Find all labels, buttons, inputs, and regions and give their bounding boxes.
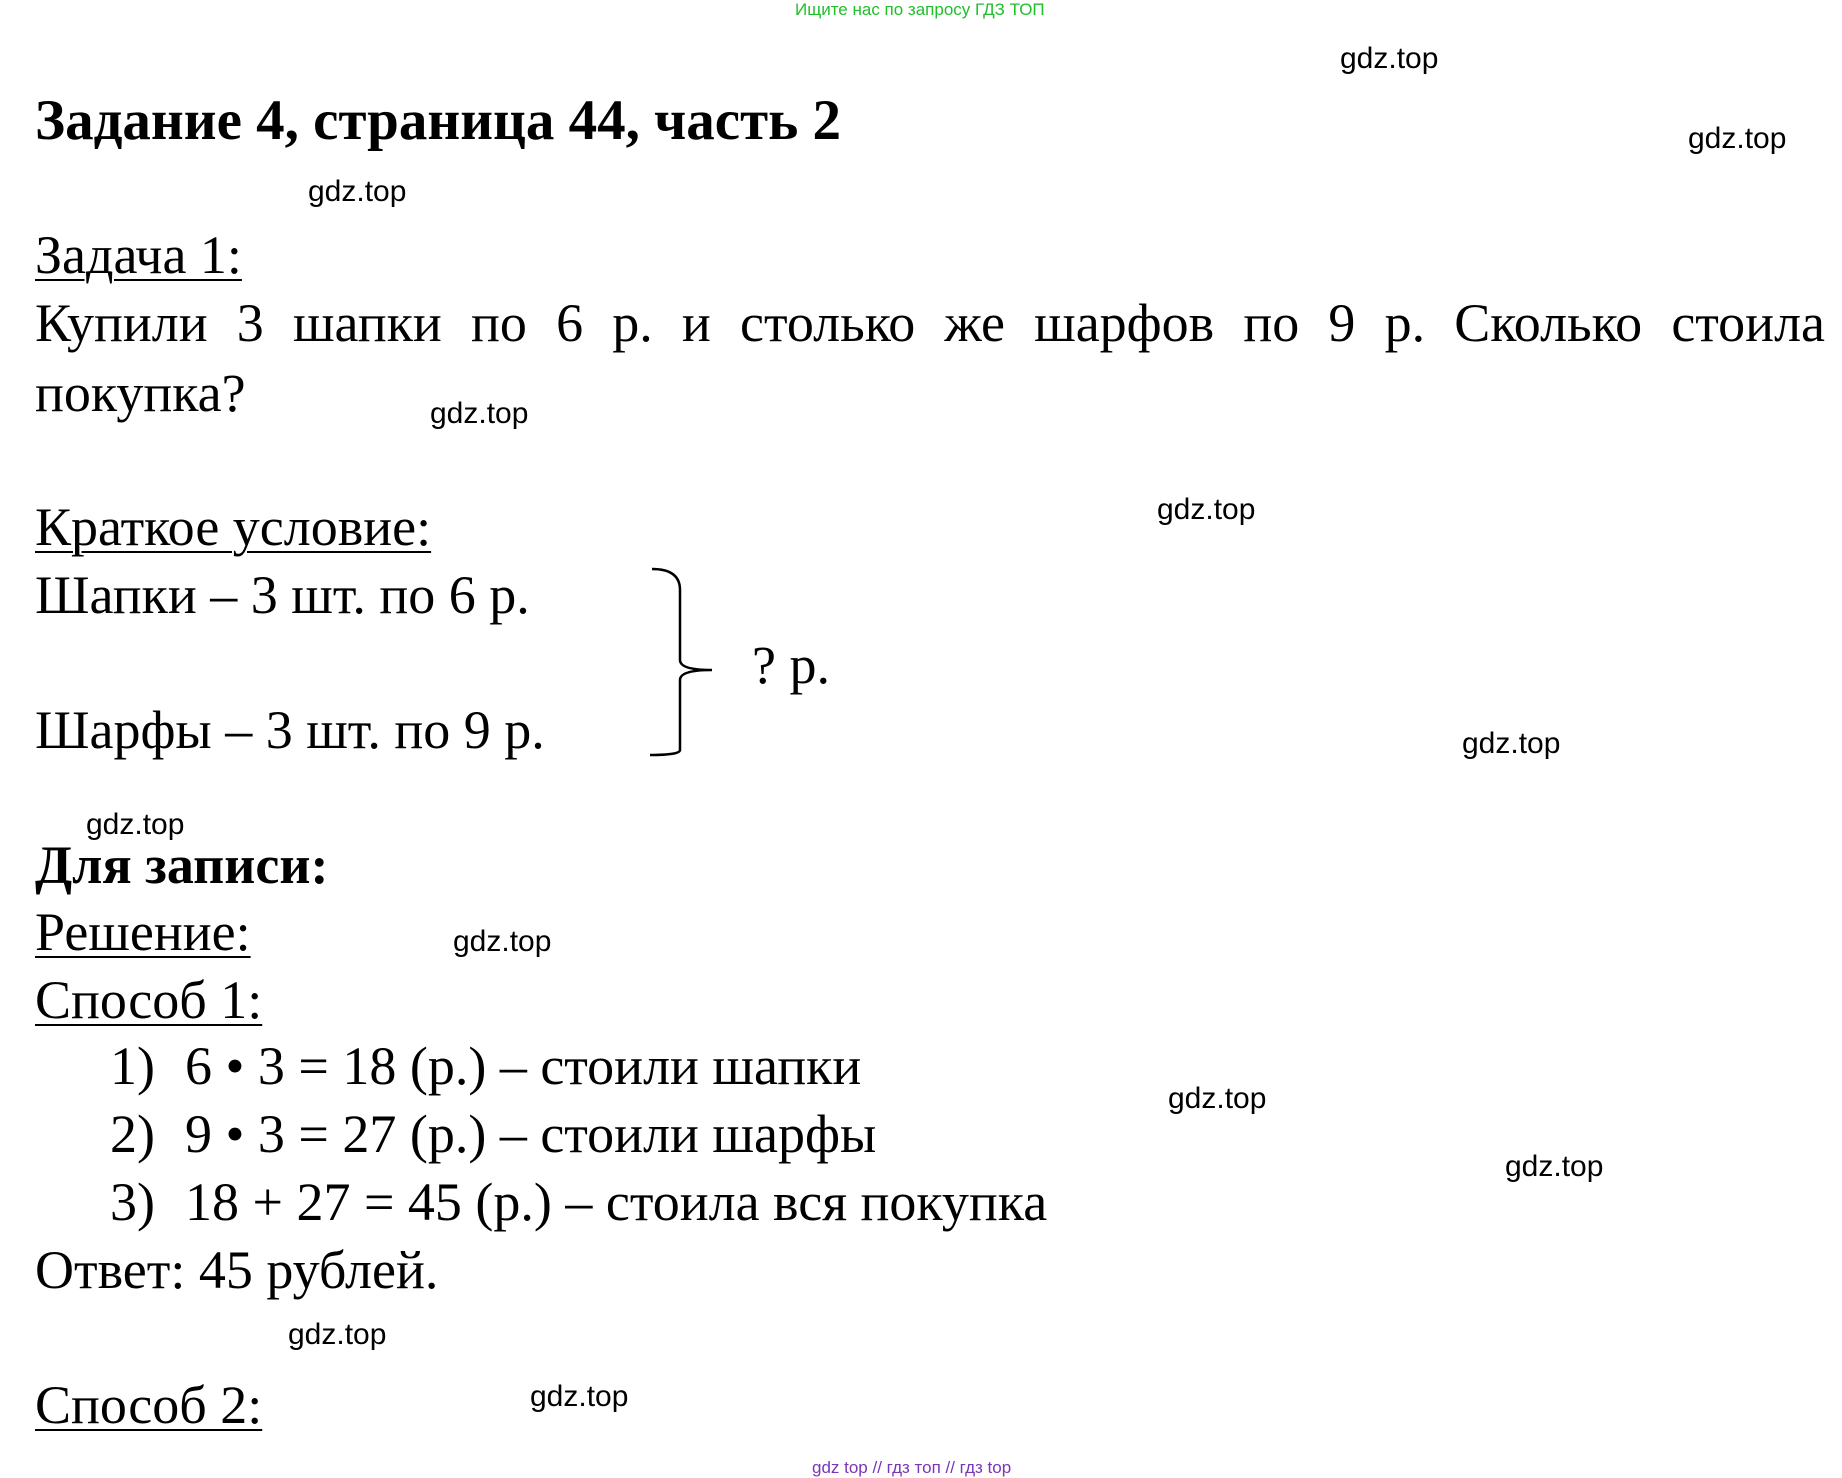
bottom-banner: gdz top // гдз топ // гдз top — [812, 1458, 1012, 1477]
watermark: gdz.top — [1157, 493, 1256, 526]
step-text: 6 • 3 = 18 (р.) – стоили шапки — [185, 1036, 862, 1096]
step-text: 9 • 3 = 27 (р.) – стоили шарфы — [185, 1104, 877, 1164]
watermark: gdz.top — [288, 1318, 387, 1351]
method2-heading: Способ 2: — [35, 1375, 263, 1435]
step-number: 3) — [110, 1172, 155, 1232]
watermark: gdz.top — [86, 808, 185, 841]
condition-heading: Краткое условие: — [35, 497, 432, 557]
page-title: Задание 4, страница 44, часть 2 — [35, 89, 841, 152]
condition-line-scarves: Шарфы – 3 шт. по 9 р. — [35, 700, 545, 760]
top-banner: Ищите нас по запросу ГДЗ ТОП — [795, 0, 1045, 19]
step-number: 1) — [110, 1036, 155, 1096]
for-record-label: Для записи: — [35, 835, 329, 895]
watermark: gdz.top — [430, 397, 529, 430]
watermark: gdz.top — [530, 1380, 629, 1413]
method1-heading: Способ 1: — [35, 970, 263, 1030]
answer: Ответ: 45 рублей. — [35, 1240, 439, 1300]
step-number: 2) — [110, 1104, 155, 1164]
watermark: gdz.top — [1505, 1150, 1604, 1183]
watermark: gdz.top — [1340, 42, 1439, 75]
watermark: gdz.top — [1462, 727, 1561, 760]
watermark: gdz.top — [1688, 122, 1787, 155]
condition-question: ? р. — [752, 635, 830, 695]
step-text: 18 + 27 = 45 (р.) – стоила вся покупка — [185, 1172, 1048, 1232]
watermark: gdz.top — [308, 175, 407, 208]
watermark: gdz.top — [453, 925, 552, 958]
watermark: gdz.top — [1168, 1082, 1267, 1115]
solution-heading: Решение: — [35, 902, 251, 962]
condition-line-hats: Шапки – 3 шт. по 6 р. — [35, 565, 530, 625]
curly-brace — [640, 560, 730, 760]
task-heading: Задача 1: — [35, 225, 242, 285]
task-text: Купили 3 шапки по 6 р. и столько же шарфов по 9 р. Сколько стоила покупка? — [35, 293, 1825, 423]
